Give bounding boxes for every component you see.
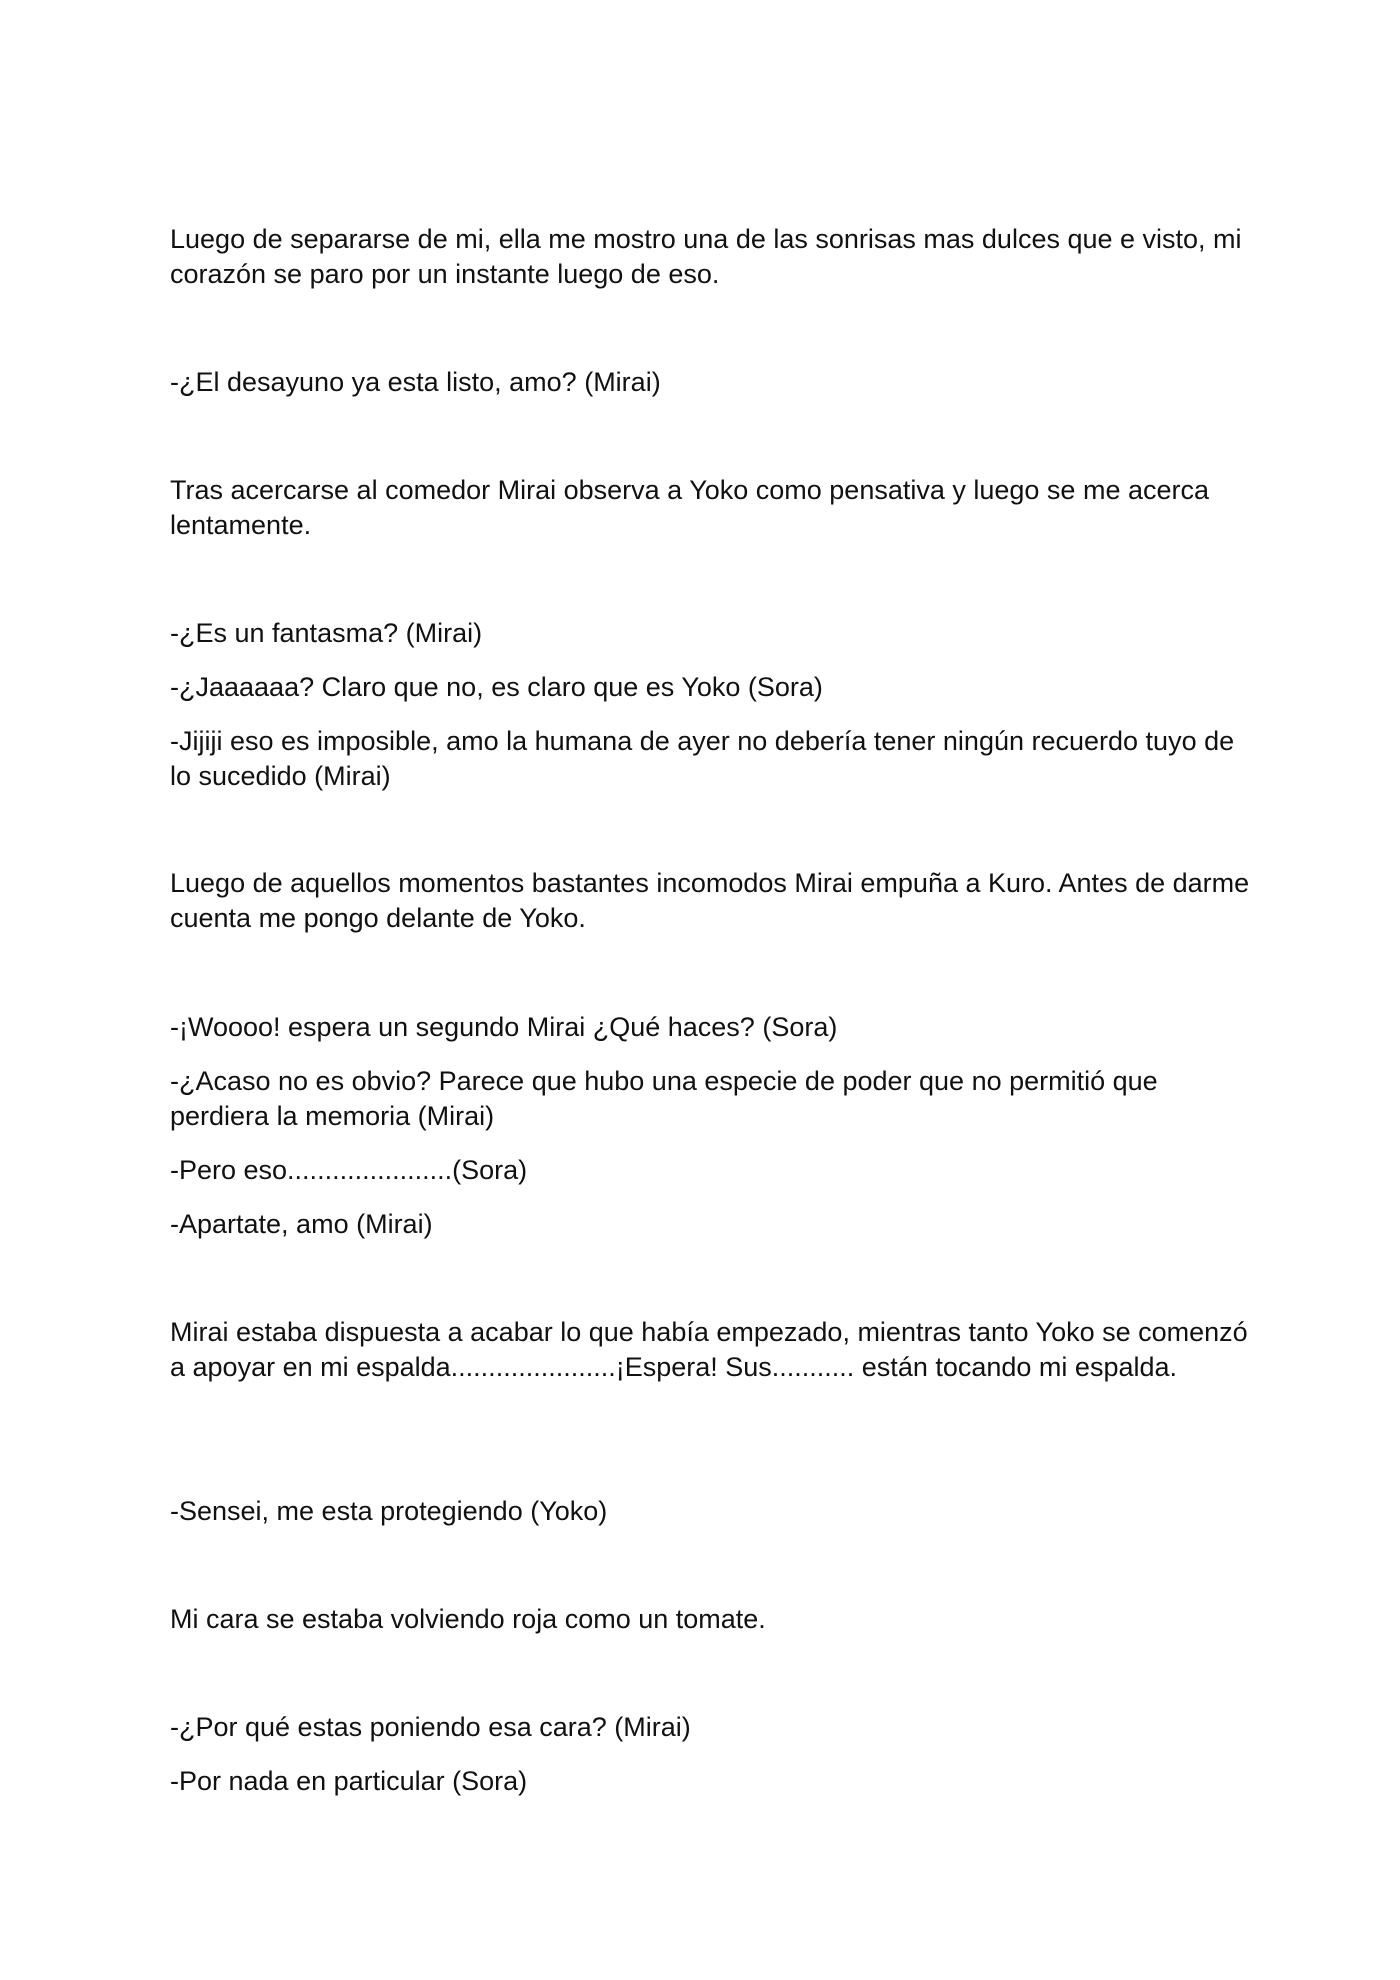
dialogue-line: -Pero eso......................(Sora) [170, 1155, 528, 1185]
narration-paragraph: Luego de separarse de mi, ella me mostro una de las sonrisas mas dulces que e visto, mi corazón se paro por un instante luego de eso. [170, 224, 1242, 289]
narration-paragraph: Mi cara se estaba volviendo roja como un tomate. [170, 1604, 766, 1634]
narration-paragraph: Tras acercarse al comedor Mirai observa a Yoko como pensativa y luego se me acerca lentamente. [170, 475, 1209, 540]
dialogue-line: -Por nada en particular (Sora) [170, 1766, 528, 1796]
dialogue-line: -¿Por qué estas poniendo esa cara? (Mirai) [170, 1712, 691, 1742]
dialogue-line: -¿Es un fantasma? (Mirai) [170, 618, 483, 648]
dialogue-line: -Sensei, me esta protegiendo (Yoko) [170, 1496, 608, 1526]
narration-paragraph: Luego de aquellos momentos bastantes incomodos Mirai empuña a Kuro. Antes de darme cuenta me pongo delante de Yoko. [170, 868, 1250, 933]
dialogue-line: -¿El desayuno ya esta listo, amo? (Mirai) [170, 367, 661, 397]
dialogue-line: -Jijiji eso es imposible, amo la humana de ayer no debería tener ningún recuerdo tuyo de lo sucedido (Mirai) [170, 726, 1235, 791]
dialogue-line: -¡Woooo! espera un segundo Mirai ¿Qué haces? (Sora) [170, 1012, 838, 1042]
dialogue-line: -Apartate, amo (Mirai) [170, 1209, 433, 1239]
narration-paragraph: Mirai estaba dispuesta a acabar lo que había empezado, mientras tanto Yoko se comenzó a apoyar en mi espalda......................¡Espera! Sus........... están tocando mi espalda. [170, 1317, 1248, 1382]
dialogue-line: -¿Jaaaaaa? Claro que no, es claro que es Yoko (Sora) [170, 672, 823, 702]
dialogue-line: -¿Acaso no es obvio? Parece que hubo una especie de poder que no permitió que perdiera la memoria (Mirai) [170, 1066, 1158, 1131]
